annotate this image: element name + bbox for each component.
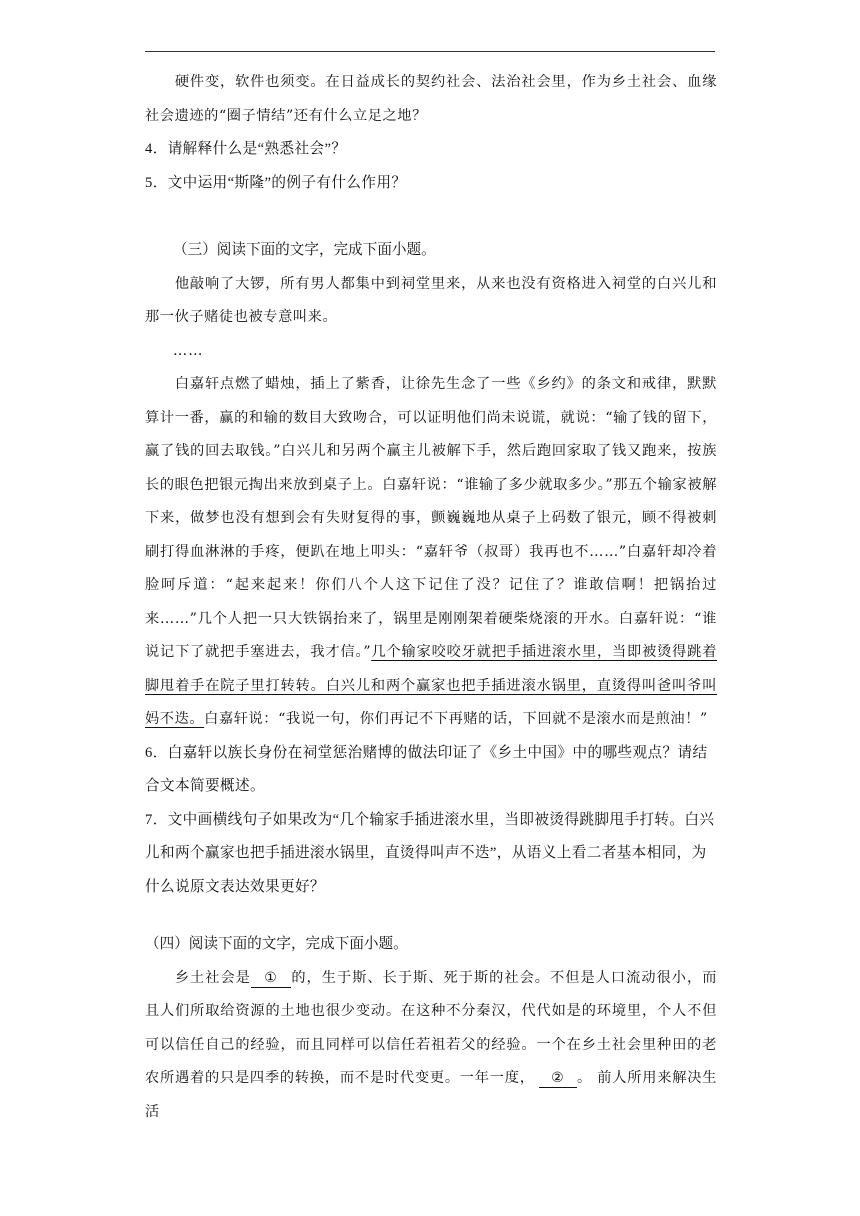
section2-tail-paragraph: 硬件变，软件也须变。在日益成长的契约社会、法治社会里，作为乡土社会、血缘社会遗迹的“圈子情结”还有什么立足之地？ — [145, 74, 717, 124]
section4-paragraph — [145, 962, 717, 1130]
passage-text: 。 前人所用来解决生活 — [145, 1070, 717, 1120]
section3-paragraph-1: 他敲响了大锣，所有男人都集中到祠堂里来，从来也没有资格进入祠堂的白兴儿和那一伙子赌徒也被专意叫来。 — [145, 275, 717, 325]
section3-heading: （三）阅读下面的文字，完成下面小题。 — [173, 242, 436, 258]
fill-blank-2: ② — [539, 1069, 577, 1088]
section3-ellipsis: …… — [173, 342, 204, 359]
question-4: 4．请解释什么是“熟悉社会”？ — [145, 141, 347, 157]
passage-text: 白嘉轩说：“我说一句，你们再记不下再赌的话，下回就不是滚水而是煎油！” — [204, 711, 708, 727]
page-content — [145, 66, 717, 1129]
fill-blank-1: ① — [251, 969, 291, 988]
underlined-sentence: 几个输家咬咬牙就把手插进滚水里，当即被烫得跳着脚甩着手在院子里打转转。白兴儿和两个赢家也把手插进滚水锅里，直烫得叫爸叫爷叫妈不迭。 — [145, 644, 717, 727]
section3-paragraph-2 — [145, 368, 717, 737]
section4-heading: （四）阅读下面的文字，完成下面小题。 — [145, 936, 408, 952]
question-5: 5．文中运用“斯隆”的例子有什么作用？ — [145, 174, 407, 191]
question-6: 6．白嘉轩以族长身份在祠堂惩治赌博的做法印证了《乡土中国》中的哪些观点？请结合文本简要概述。 — [145, 744, 708, 794]
header-rule — [145, 51, 715, 52]
passage-text: 乡土社会是 — [174, 969, 251, 986]
passage-text: 的，生于斯、长于斯、死于斯的社会。不但是人口流动很小，而且人们所取给资源的土地也很少变动。在这种不分秦汉，代代如是的环境里，个人不但可以信任自己的经验，而且同样可以信任若祖若父的经验。一个在乡土社会里种田的老农所遇着的只是四季的转换，而不是时代变更。一年一度， — [145, 969, 717, 1086]
spacer — [145, 200, 717, 234]
spacer — [145, 904, 717, 928]
passage-text: 白嘉轩点燃了蜡烛，插上了紫香，让徐先生念了一些《乡约》的条文和戒律，默默算计一番，赢的和输的数目大致吻合，可以证明他们尚未说谎，就说：“输了钱的留下，赢了钱的回去取钱。”白兴儿和另两个赢主儿被解下手，然后跑回家取了钱又跑来，按族长的眼色把银元掏出来放到桌子上。白嘉轩说：“谁输了多少就取多少。”那五个输家被解下来，做梦也没有想到会有失财复得的事，颤巍巍地从桌子上码数了银元，顾不得被刺刷打得血淋淋的手疼，便趴在地上叩头：“嘉轩爷（叔哥）我再也不……”白嘉轩却冷着脸呵斥道：“起来起来！你们八个人这下记住了没？记住了？谁敢信啊！把锅抬过来……”几个人把一只大铁锅抬来了，锅里是刚刚架着硬柴烧滚的开水。白嘉轩说：“谁说记下了就把手塞进去，我才信。” — [145, 376, 717, 660]
question-7: 7．文中画横线句子如果改为“几个输家手插进滚水里，当即被烫得跳脚甩手打转。白兴儿和两个赢家也把手插进滚水锅里，直烫得叫声不迭”，从语义上看二者基本相同，为什么说原文表达效果更好？ — [145, 811, 715, 895]
